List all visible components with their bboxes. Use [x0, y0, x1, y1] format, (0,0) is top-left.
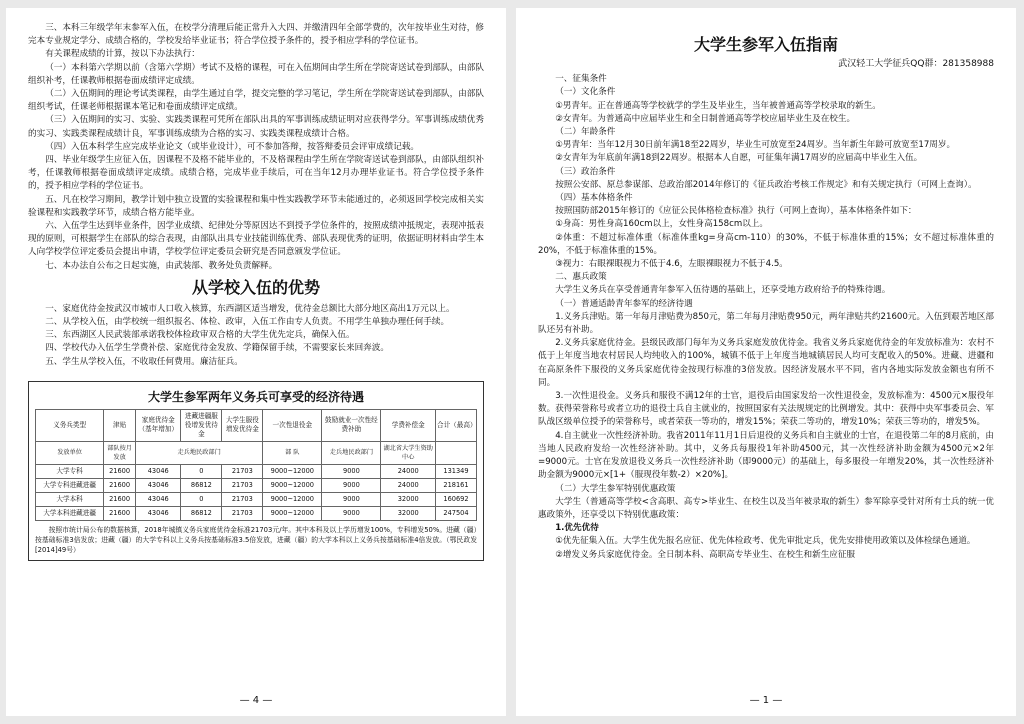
paragraph: 1.义务兵津贴。第一年每月津贴费为850元，第二年每月津贴费950元，两年津贴共约21600元。入伍到艰苦地区部队还另有补助。: [538, 311, 994, 336]
contact-line: 武汉轻工大学征兵QQ群：281358988: [838, 59, 994, 69]
paragraph: ③视力：右眼裸眼视力不低于4.6，左眼裸眼视力不低于4.5。: [555, 259, 788, 270]
table-cell: 86812: [181, 506, 222, 520]
table-header: 大学生服役增发优待金: [222, 409, 263, 441]
table-row: [36, 506, 477, 520]
table-cell: 9000~12000: [263, 464, 322, 478]
table-cell: 21703: [222, 478, 263, 492]
paragraph: 按照公安部、原总参谋部、总政治部2014年修订的《征兵政治考核工作规定》和有关规定执行（可网上查询）。: [555, 179, 977, 190]
table-cell: 部队按月发放: [104, 441, 136, 464]
section-heading: 一、征集条件: [555, 74, 607, 85]
table-row: [36, 464, 477, 478]
table-header: 一次性退役金: [263, 409, 322, 441]
table-cell: 0: [181, 464, 222, 478]
guide-content: [538, 73, 994, 562]
table-cell: 发放单位: [36, 441, 104, 464]
subsection-heading: （三）政治条件: [555, 166, 616, 177]
table-cell: 大学本科进藏进疆: [36, 506, 104, 520]
table-header: 合计（最高）: [436, 409, 477, 441]
table-cell: 32000: [381, 506, 436, 520]
paragraph: ②增发义务兵家庭优待金。全日制本科、高职高专毕业生、在校生和新生应征服: [555, 549, 856, 560]
table-cell: 43046: [136, 506, 181, 520]
paragraph: ①男青年。正在普通高等学校就学的学生及毕业生，当年被普通高等学校录取的新生。: [555, 100, 881, 111]
table-cell: 9000~12000: [263, 492, 322, 506]
table-cell: 湖北省大学生资助中心: [381, 441, 436, 464]
subsection-heading: （二）年龄条件: [555, 127, 616, 138]
paragraph: ②体重：不超过标准体重（标准体重kg=身高cm-110）的30%，不低于标准体重的15%；女不超过标准体重的20%，不低于标准体重的15%。: [538, 232, 994, 256]
table-cell: 大学本科: [36, 492, 104, 506]
table-unit-row: [36, 441, 477, 464]
paragraph: 三、本科三年级学年末参军入伍，在校学分清理后能正常升入大四、并缴清四年全部学费的，次年按毕业生对待，修完本专业规定学分、成绩合格的，学校发给毕业证书；符合学位授予条件的，授予相应学科的学位证书。: [28, 23, 484, 47]
paragraph: 有关课程成绩的计算，按以下办法执行：: [45, 49, 200, 60]
table-cell: 21600: [104, 478, 136, 492]
subsection-heading: （二）大学生参军特别优惠政策: [555, 483, 676, 494]
table-cell: 走兵地民政部门: [136, 441, 263, 464]
paragraph: 大学生义务兵在享受普通青年参军入伍待遇的基础上，还享受地方政府给予的特殊待遇。: [555, 285, 891, 296]
paragraph: 四、毕业年级学生应征入伍，因课程不及格不能毕业的，不及格课程由学生所在学院寄送试卷到部队，由部队组织补考，任课教师根据卷面成绩评定成绩。成绩合格，完成毕业手续后，可在当年12月办理毕业证书。符合学位授予条件的，授予相应学科的学位证书。: [28, 155, 484, 192]
table-cell: 24000: [381, 478, 436, 492]
table-cell: 走兵地民政部门: [322, 441, 381, 464]
paragraph: 六、入伍学生达到毕业条件，因学业成绩、纪律处分等原因达不到授予学位条件的，按照成绩冲抵规定，表现冲抵表现的原则，可根据学生在部队的综合表现，由部队出具专业技能训练优秀、部队表现优秀的证明，依据证明材料由学生本人向学校学位评定委员会提出申请，学校学位评定委员会研究是否同意颁发学位证。: [28, 221, 484, 258]
table-cell: 大学专科: [36, 464, 104, 478]
table-cell: 9000: [322, 492, 381, 506]
table-note: 按照市统计局公布的数据核算，2018年城镇义务兵家庭优待金标准21703元/年。其中本科及以上学历增发100%，专科增发50%。进藏（疆）按基础标准3倍发放；进藏（疆）的大学专科以上义务兵按基础标准3.5倍发放，进藏（疆）的大学本科以上义务兵按基础标准4倍发放。（鄂民政发[2014]49号）: [35, 525, 477, 555]
paragraph: ①优先征集入伍。大学生优先报名应征、优先体检政考、优先审批定兵，优先安排使用政策以及体检绿色通道。: [555, 536, 976, 547]
table-cell: 218161: [436, 478, 477, 492]
table-cell: 9000: [322, 478, 381, 492]
table-cell: 32000: [381, 492, 436, 506]
table-header: 家庭优待金（基年增加）: [136, 409, 181, 441]
paragraph: 按照国防部2015年修订的《应征公民体格检查标准》执行（可网上查询），基本体格条件如下：: [555, 206, 917, 217]
paragraph: 4.自主就业一次性经济补助。我省2011年11月1日后退役的义务兵和自主就业的士官，在退役第二年的8月底前，由当地人民政府发给一次性经济补助。其中，义务兵每服役1年补助4500元，其一次性经济补助金额为4500元×2年=9000元。士官在发放退役义务兵一次性经济补助（即9000元）的基础上，每多服役一年增发20%，其一次性经济补助金额为9000元×[1+（服现役年数-2）×20%]。: [538, 430, 994, 481]
paragraph: ①男青年：当年12月30日前年满18至22周岁，毕业生可放宽至24周岁。当年新生年龄可放宽至17周岁。: [555, 140, 956, 151]
table-cell: 21600: [104, 506, 136, 520]
paragraph: ②女青年。为普通高中应届毕业生和全日制普通高等学校应届毕业生及在校生。: [555, 113, 856, 124]
paragraph: 3.一次性退役金。义务兵和服役不满12年的士官，退役后由国家发给一次性退役金，发放标准为：4500元×服役年数。获得荣誉称号或者立功的退役士兵自主就业的，按照国家有关法规规定的比例增发。其中：获得中央军事委员会、军队战区级单位授予的荣誉称号，或者荣获一等功的，增发15%；荣获二等功的，增发10%；荣获三等功的，增发5%。: [538, 391, 994, 428]
benefits-table-box: [28, 381, 484, 562]
right-page: [516, 8, 1016, 716]
paragraph: 大学生（普通高等学校<含高职、高专>毕业生、在校生以及当年被录取的新生）参军除享受针对所有士兵的统一优惠政策外，还享受以下特别优惠政策：: [538, 496, 994, 520]
table-header: 学费补偿金: [381, 409, 436, 441]
table-cell: 160692: [436, 492, 477, 506]
table-cell: 21703: [222, 464, 263, 478]
table-cell: 21703: [222, 492, 263, 506]
table-cell: 大学专科进藏进疆: [36, 478, 104, 492]
paragraph: ②女青年为年底前年满18到22周岁。根据本人自愿，可征集年满17周岁的应届高中毕业生入伍。: [555, 153, 923, 164]
table-title: 大学生参军两年义务兵可享受的经济待遇: [147, 389, 364, 404]
table-cell: 21600: [104, 464, 136, 478]
subsection-heading: （一）普通适龄青年参军的经济待遇: [555, 298, 693, 309]
table-cell: 21703: [222, 506, 263, 520]
left-page: [6, 8, 506, 716]
advantages-heading: 从学校入伍的优势: [191, 277, 320, 297]
table-cell: 43046: [136, 478, 181, 492]
table-header: 义务兵类型: [36, 409, 104, 441]
paragraph: （二）入伍期间的理论考试类课程，由学生通过自学，提交完整的学习笔记，学生所在学院寄送试卷到部队，由部队组织考试，任课老师根据课本笔记和卷面成绩评定成绩。: [28, 89, 484, 113]
advantage-item: 五、学生从学校入伍，不收取任何费用。廉洁征兵。: [45, 356, 243, 367]
paragraph: （一）本科第六学期以前（含第六学期）考试不及格的课程，可在入伍期间由学生所在学院寄送试卷到部队，由部队组织补考，任课教师根据卷面成绩评定成绩。: [28, 62, 484, 86]
table-row: [36, 478, 477, 492]
advantage-item: 二、从学校入伍，由学校统一组织报名、体检、政审，入伍工作由专人负责。不用学生单独办理任何手续。: [45, 317, 450, 328]
paragraph: ①身高：男性身高160cm以上，女性身高158cm以上。: [555, 219, 768, 230]
subsection-heading: 1.优先优待: [555, 523, 599, 534]
table-cell: 21600: [104, 492, 136, 506]
paragraph: （三）入伍期间的实习、实验、实践类课程可凭所在部队出具的军事训练成绩证明对应获得学分。军事训练成绩优秀的实习、实践类课程成绩计良，军事训练成绩为合格的实习、实践类课程成绩计合格。: [28, 115, 484, 139]
table-cell: 0: [181, 492, 222, 506]
table-cell: 43046: [136, 492, 181, 506]
table-cell: 43046: [136, 464, 181, 478]
advantage-item: 四、学校代办入伍学生学费补偿、家庭优待金发放、学籍保留手续，不需要家长来回奔波。: [45, 343, 389, 354]
table-header-row: [36, 409, 477, 441]
paragraph: 七、本办法自公布之日起实施，由武装部、教务处负责解释。: [45, 260, 278, 271]
page-number: — 4 —: [239, 695, 273, 706]
table-header: 津贴: [104, 409, 136, 441]
table-header: 进藏进疆服役增发优待金: [181, 409, 222, 441]
table-cell: 131349: [436, 464, 477, 478]
advantages-list: [28, 303, 484, 369]
advantage-item: 三、东西湖区人民武装部承诺我校体检政审双合格的大学生优先定兵，确保入伍。: [45, 330, 355, 341]
table-cell: 9000~12000: [263, 506, 322, 520]
table-cell: 247504: [436, 506, 477, 520]
benefits-table: [35, 409, 477, 521]
advantage-item: 一、家庭优待金按武汉市城市人口收入核算，东西湖区适当增发，优待金总额比大部分地区高出1万元以上。: [45, 303, 455, 314]
table-cell: 24000: [381, 464, 436, 478]
table-cell: 9000: [322, 506, 381, 520]
left-paragraphs: [28, 22, 484, 273]
table-row: [36, 492, 477, 506]
table-cell: 9000: [322, 464, 381, 478]
subsection-heading: （四）基本体格条件: [555, 193, 633, 204]
page-title: 大学生参军入伍指南: [693, 35, 838, 54]
paragraph: （四）入伍本科学生应完成毕业论文（或毕业设计），可不参加答辩，按答辩委员会评审成绩记载。: [45, 141, 420, 152]
paragraph: 2.义务兵家庭优待金。县级民政部门每年为义务兵家庭发放优待金。我省义务兵家庭优待金的年发放标准为：农村不低于上年度当地农村居民人均纯收入的100%，城镇不低于上年度当地城镇居民人均可支配收入的50%。进藏、进疆和在高原条件下服役的义务兵家庭优待金按现行标准的3倍发放。因经济发展水平不同，省内各地实际发放金额也有所不同。: [538, 338, 994, 388]
table-cell: 86812: [181, 478, 222, 492]
table-header: 鼓励就业一次性经费补助: [322, 409, 381, 441]
paragraph: 五、凡在校学习期间，教学计划中独立设置的实验课程和集中性实践教学环节未能通过的，必须返回学校完成相关实验课程和实践教学环节，成绩合格方能毕业。: [28, 194, 484, 218]
section-heading: 二、惠兵政策: [555, 272, 607, 283]
table-cell: [436, 441, 477, 464]
page-number: — 1 —: [749, 695, 783, 706]
table-cell: 9000~12000: [263, 478, 322, 492]
table-cell: 部 队: [263, 441, 322, 464]
subsection-heading: （一）文化条件: [555, 87, 616, 98]
